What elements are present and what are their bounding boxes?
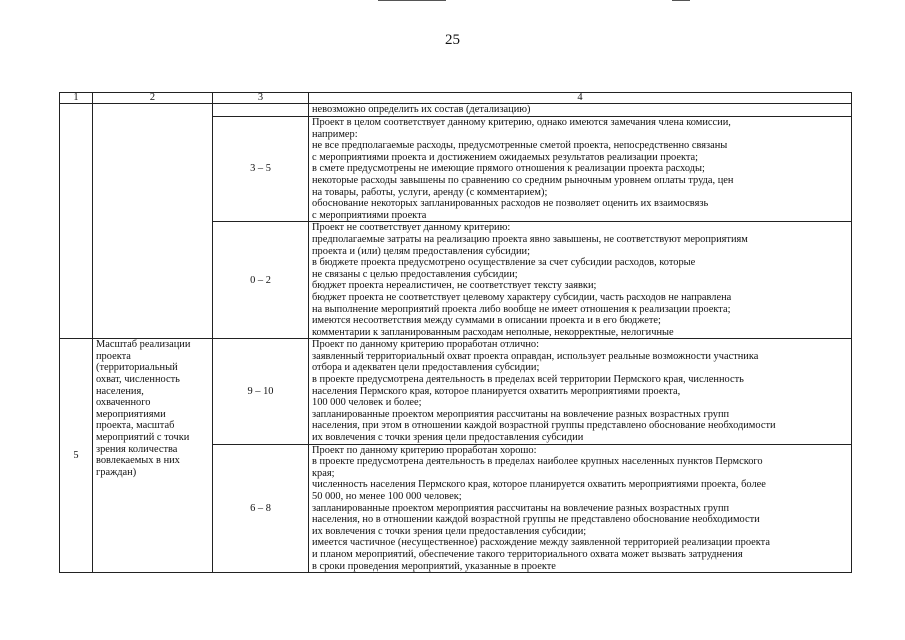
top-rule-left [378,0,446,1]
description-line: Проект по данному критерию проработан хорошо: [312,444,537,456]
criterion-name-line: проекта, масштаб [96,420,175,432]
table-row [60,104,852,117]
description-line: в бюджете проекта предусмотрено осуществление за счет субсидии расходов, которые [312,257,696,269]
description-line: бюджет проекта не соответствует целевому характеру субсидии, часть расходов не направлена [312,291,732,303]
page-number: 25 [445,32,460,48]
description-line: и планом мероприятий, обеспечение такого территориального охвата может вызвать затруднения [312,548,743,560]
description-line: имеются несоответствия между суммами в описании проекта и в его бюджете; [312,315,661,327]
description-line: с мероприятиями проекта [312,209,427,221]
description-line: населения Пермского края, которое планируется охватить мероприятиями проекта, [312,385,681,397]
criterion-number-cell: 5 [60,339,93,573]
header-col-1: 1 [60,93,93,104]
table-row [60,339,852,444]
description-line: в проекте предусмотрена деятельность в пределах всей территории Пермского края, численность [312,374,744,386]
description-line: некоторые расходы завышены по сравнению со средним рыночным уровнем оплаты труда, цен [312,174,734,186]
table-header-row [60,93,852,104]
criterion-name-line: Масштаб реализации [96,339,191,351]
criterion-name-line: мероприятий с точки [96,432,190,444]
description-line: заявленный территориальный охват проекта оправдан, использует реальные возможности участника [312,350,759,362]
description-line: бюджет проекта нереалистичен, не соответствует тексту заявки; [312,280,597,292]
description-line: имеется частичное (несущественное) расхождение между заявленной территорией реализации проекта [312,537,770,549]
criterion-number-cell-prev [60,104,93,339]
description-cell [309,339,852,444]
description-line: не связаны с целью предоставления субсидии; [312,268,518,280]
description-line: обоснование некоторых запланированных расходов не позволяет оценить их взаимосвязь [312,198,709,210]
description-line: отбора и адекватен цели предоставления субсидии; [312,362,540,374]
score-cell: 9 – 10 [213,339,309,444]
description-cell [309,104,852,117]
description-line: края; [312,467,335,479]
description-line: численность населения Пермского края, которое планируется охватить мероприятиями проекта, более [312,479,766,491]
description-cell [309,444,852,573]
description-line: Проект в целом соответствует данному критерию, однако имеются замечания члена комиссии, [312,117,731,128]
criterion-name-line: граждан) [96,466,137,478]
description-line: их вовлечения с точки зрения цели предоставления субсидии [312,432,584,444]
description-line: предполагаемые затраты на реализацию проекта явно завышены, не соответствуют мероприятиям [312,233,748,245]
description-line: Проект по данному критерию проработан отлично: [312,339,539,351]
description-line: на товары, работы, услуги, аренду (с комментарием); [312,186,548,198]
header-col-2: 2 [93,93,213,104]
description-line: не все предполагаемые расходы, предусмотренные сметой проекта, непосредственно связаны [312,140,728,152]
description-line: например: [312,128,358,140]
header-col-3: 3 [213,93,309,104]
description-cell [309,222,852,339]
criterion-name-line: вовлекаемых в них [96,455,180,467]
score-cell: 0 – 2 [213,222,309,339]
criterion-name-cell-prev [93,104,213,339]
score-cell: 6 – 8 [213,444,309,573]
description-line: 100 000 человек и более; [312,397,422,409]
description-line: невозможно определить их состав (детализацию) [312,104,531,115]
description-line: на выполнение мероприятий проекта либо вообще не имеет отношения к реализации проекта; [312,303,731,315]
criterion-name-line: населения, [96,385,144,397]
description-cell [309,117,852,222]
description-line: комментарии к запланированным расходам неполные, некорректные, нелогичные [312,326,674,338]
score-cell [213,104,309,117]
description-line: в проекте предусмотрена деятельность в пределах наиболее крупных населенных пунктов Пермского [312,456,763,468]
score-cell: 3 – 5 [213,117,309,222]
criterion-name-line: проекта [96,350,131,362]
criteria-table [59,92,852,573]
criterion-name-line: охват, численность [96,374,180,386]
criterion-name-line: (территориальный [96,362,178,374]
description-line: их вовлечения с точки зрения цели предоставления субсидии; [312,525,587,537]
description-line: населения, но в отношении каждой возрастной группы не представлено обоснование необходимости [312,514,760,526]
description-line: в смете предусмотрены не имеющие прямого отношения к реализации проекта расходы; [312,163,705,175]
criterion-name-line: мероприятиями [96,408,166,420]
description-line: Проект не соответствует данному критерию: [312,222,511,234]
description-line: запланированные проектом мероприятия рассчитаны на вовлечение разных возрастных групп [312,408,730,420]
description-line: проекта и (или) целям предоставления субсидии; [312,245,530,257]
top-rule-right [672,0,690,1]
description-line: в сроки проведения мероприятий, указанные в проекте [312,560,556,572]
header-col-4: 4 [309,93,852,104]
criterion-name-cell [93,339,213,573]
description-line: с мероприятиями проекта и достижением ожидаемых результатов реализации проекта; [312,151,699,163]
description-line: населения, при этом в отношении каждой возрастной группы представлено обоснование необходимости [312,420,776,432]
description-line: запланированные проектом мероприятия рассчитаны на вовлечение разных возрастных групп [312,502,730,514]
criterion-name-line: зрения количества [96,443,178,455]
description-line: 50 000, но менее 100 000 человек; [312,491,462,502]
criterion-name-line: охваченного [96,397,151,409]
